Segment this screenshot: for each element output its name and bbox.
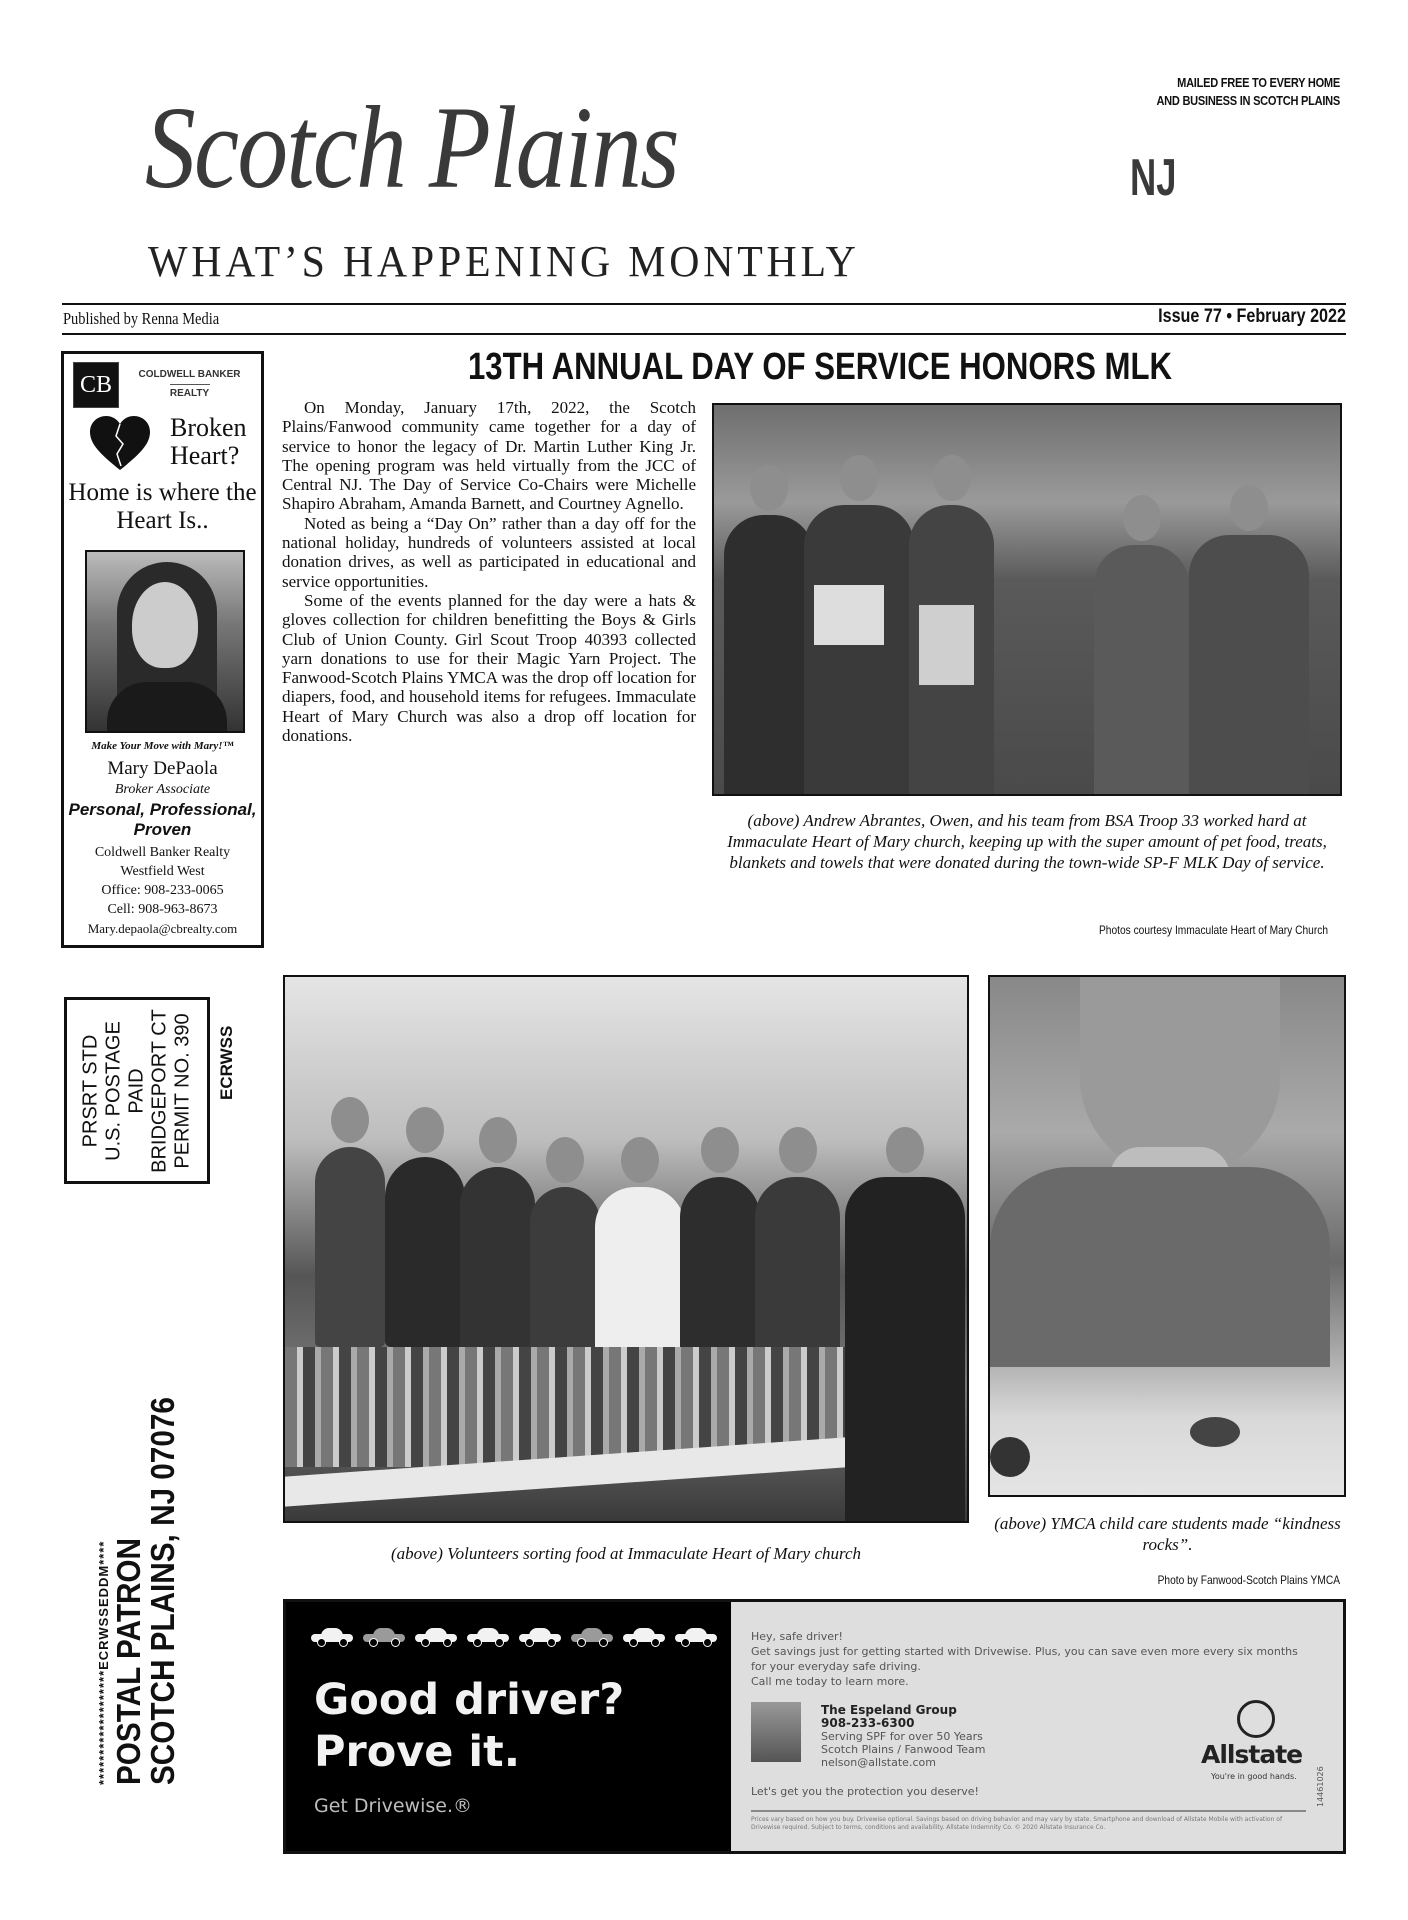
agency-phone[interactable]: 908-233-6300 <box>821 1716 915 1730</box>
car-icon <box>467 1628 509 1644</box>
newspaper-subtitle: WHAT’S HAPPENING MONTHLY <box>148 237 860 286</box>
article-paragraph: On Monday, January 17th, 2022, the Scotch Plains/Fanwood community came together for a day of service to honor the legacy of Dr. Martin Luther King Jr. The opening program was held virtually from the JCC of Central NJ. The Day of Service Co-Chairs were Michelle Shapiro Abraham, Amanda Barnett, and Courtney Agnello. <box>282 398 696 514</box>
agent-office-phone[interactable]: Office: 908-233-0065 <box>101 883 224 898</box>
publisher-line: Published by Renna Media <box>63 309 220 328</box>
agency-team: Scotch Plains / Fanwood Team <box>821 1743 986 1756</box>
brand-divider <box>170 384 210 385</box>
agent-name: Mary DePaola <box>107 758 218 779</box>
allstate-divider <box>751 1810 1306 1812</box>
newspaper-title-state: NJ <box>1130 149 1177 207</box>
allstate-headline-line-1: Good driver? <box>314 1675 625 1725</box>
photo1-credit: Photos courtesy Immaculate Heart of Mary Church <box>1098 923 1328 937</box>
ecrwss-label: ECRWSS <box>217 1025 236 1100</box>
allstate-greeting: Hey, safe driver! <box>751 1630 843 1643</box>
allstate-ad-right-panel <box>731 1602 1343 1851</box>
photo3-credit: Photo by Fanwood-Scotch Plains YMCA <box>1157 1573 1340 1587</box>
postage-indicia <box>64 997 210 1184</box>
allstate-headline-line-2: Prove it. <box>314 1727 521 1777</box>
allstate-hands-logo-icon <box>1237 1700 1275 1738</box>
agent-photo <box>85 550 245 733</box>
allstate-agent-contact <box>821 1704 986 1769</box>
car-icon <box>571 1628 613 1644</box>
coldwell-banker-logo-icon: CB <box>73 362 119 408</box>
car-row <box>311 1628 717 1644</box>
masthead-rule-bottom <box>62 333 1346 335</box>
agent-slogan: Personal, Professional, Proven <box>68 800 257 839</box>
agent-company: Coldwell Banker Realty <box>94 845 231 860</box>
article-body <box>282 398 696 745</box>
agency-serving: Serving SPF for over 50 Years <box>821 1730 983 1743</box>
brand-line-2: REALTY <box>169 388 210 399</box>
newspaper-title: Scotch Plains <box>145 82 678 213</box>
car-icon <box>675 1628 717 1644</box>
allstate-tagline: Let's get you the protection you deserve! <box>751 1785 979 1798</box>
photo1-caption: (above) Andrew Abrantes, Owen, and his team from BSA Troop 33 worked hard at Immaculate Heart of Mary church, keeping up with the super amount of pet food, treats, blankets and towels that were donated during the town-wide SP-F MLK Day of service. <box>727 811 1327 872</box>
photo3-caption: (above) YMCA child care students made “kindness rocks”. <box>994 1514 1341 1554</box>
agent-title: Broker Associate <box>114 782 211 797</box>
allstate-slogan: You're in good hands. <box>1211 1772 1297 1781</box>
allstate-ad[interactable] <box>283 1599 1346 1854</box>
realtor-brand <box>122 368 257 401</box>
broken-heart-text: Broken Heart? <box>170 413 247 470</box>
realtor-ad[interactable] <box>61 351 264 948</box>
mailed-free-notice <box>1102 74 1340 110</box>
allstate-ad-code: 14461026 <box>1316 1766 1325 1807</box>
broken-heart-icon <box>90 416 150 472</box>
photo-child-painting-rock <box>988 975 1346 1497</box>
car-icon <box>363 1628 405 1644</box>
car-icon <box>623 1628 665 1644</box>
masthead-rule-top <box>62 303 1346 305</box>
postage-line: PAID <box>125 1067 148 1114</box>
mailed-line-2: AND BUSINESS IN SCOTCH PLAINS <box>1156 93 1340 108</box>
allstate-intro <box>751 1629 1311 1689</box>
address-city: SCOTCH PLAINS, NJ 07076 <box>144 1397 181 1785</box>
agent-cell-phone[interactable]: Cell: 908-963-8673 <box>107 902 218 917</box>
realtor-ad-headline: Home is where the Heart Is.. <box>68 479 257 534</box>
postage-line: PERMIT NO. 390 <box>171 1012 194 1169</box>
article-paragraph: Some of the events planned for the day were a hats & gloves collection for children benefitting the Boys & Girls Club of Union County. Girl Scout Troop 40393 collected yarn donations to use for their Magic Yarn Project. The Fanwood-Scotch Plains YMCA was the drop off location for diapers, food, and household items for refugees. Immaculate Heart of Mary Church was also a drop off location for donations. <box>282 590 696 746</box>
allstate-intro-body: Get savings just for getting started with Drivewise. Plus, you can save even more every six months for your everyday safe driving. <box>751 1645 1298 1673</box>
allstate-call-to-action: Call me today to learn more. <box>751 1675 909 1688</box>
allstate-ad-left-panel <box>286 1602 731 1851</box>
car-icon <box>415 1628 457 1644</box>
postage-line: U.S. POSTAGE <box>102 1020 125 1161</box>
allstate-logo: Allstate <box>1201 1740 1303 1769</box>
article-paragraph: Noted as being a “Day On” rather than a day off for the national holiday, hundreds of volunteers assisted at local donation drives, as well as participated in educational and service opportunities. <box>282 513 696 591</box>
allstate-fine-print: Prices vary based on how you buy. Drivewise optional. Savings based on driving behavior and may vary by state. Smartphone and download of Allstate Mobile with activation of Drivewise required. Subject to terms, conditions and availability. Allstate Indemnity Co. © 2020 Allstate Insurance Co. <box>751 1816 1283 1831</box>
car-icon <box>311 1628 353 1644</box>
address-patron: POSTAL PATRON <box>110 1538 147 1785</box>
issue-date: Issue 77 • February 2022 <box>1158 306 1346 327</box>
postage-line: PRSRT STD <box>79 1034 102 1147</box>
postage-line: BRIDGEPORT CT <box>148 1008 171 1173</box>
photo-volunteers-sorting-food <box>283 975 969 1523</box>
mailing-address <box>96 1354 180 1785</box>
address-barcode-line: *******************ECRWSSEDDM**** <box>96 1540 111 1785</box>
mailed-line-1: MAILED FREE TO EVERY HOME <box>1177 75 1340 90</box>
agent-office-name: Westfield West <box>120 864 205 879</box>
agent-contact <box>64 843 261 938</box>
get-drivewise-cta[interactable]: Get Drivewise.® <box>314 1795 473 1817</box>
agent-tagline: Make Your Move with Mary!™ <box>91 740 234 752</box>
agency-email-link[interactable]: nelson@allstate.com <box>821 1756 936 1769</box>
brand-line-1: COLDWELL BANKER <box>138 369 241 380</box>
agency-name: The Espeland Group <box>821 1703 957 1717</box>
agent-headshot <box>751 1702 801 1762</box>
car-icon <box>519 1628 561 1644</box>
photo-scouts-with-donations <box>712 403 1342 796</box>
allstate-headline <box>314 1674 624 1778</box>
article-headline: 13TH ANNUAL DAY OF SERVICE HONORS MLK <box>467 346 1173 388</box>
photo2-caption: (above) Volunteers sorting food at Immaculate Heart of Mary church <box>390 1544 862 1563</box>
agent-email-link[interactable]: Mary.depaola@cbrealty.com <box>87 921 238 936</box>
